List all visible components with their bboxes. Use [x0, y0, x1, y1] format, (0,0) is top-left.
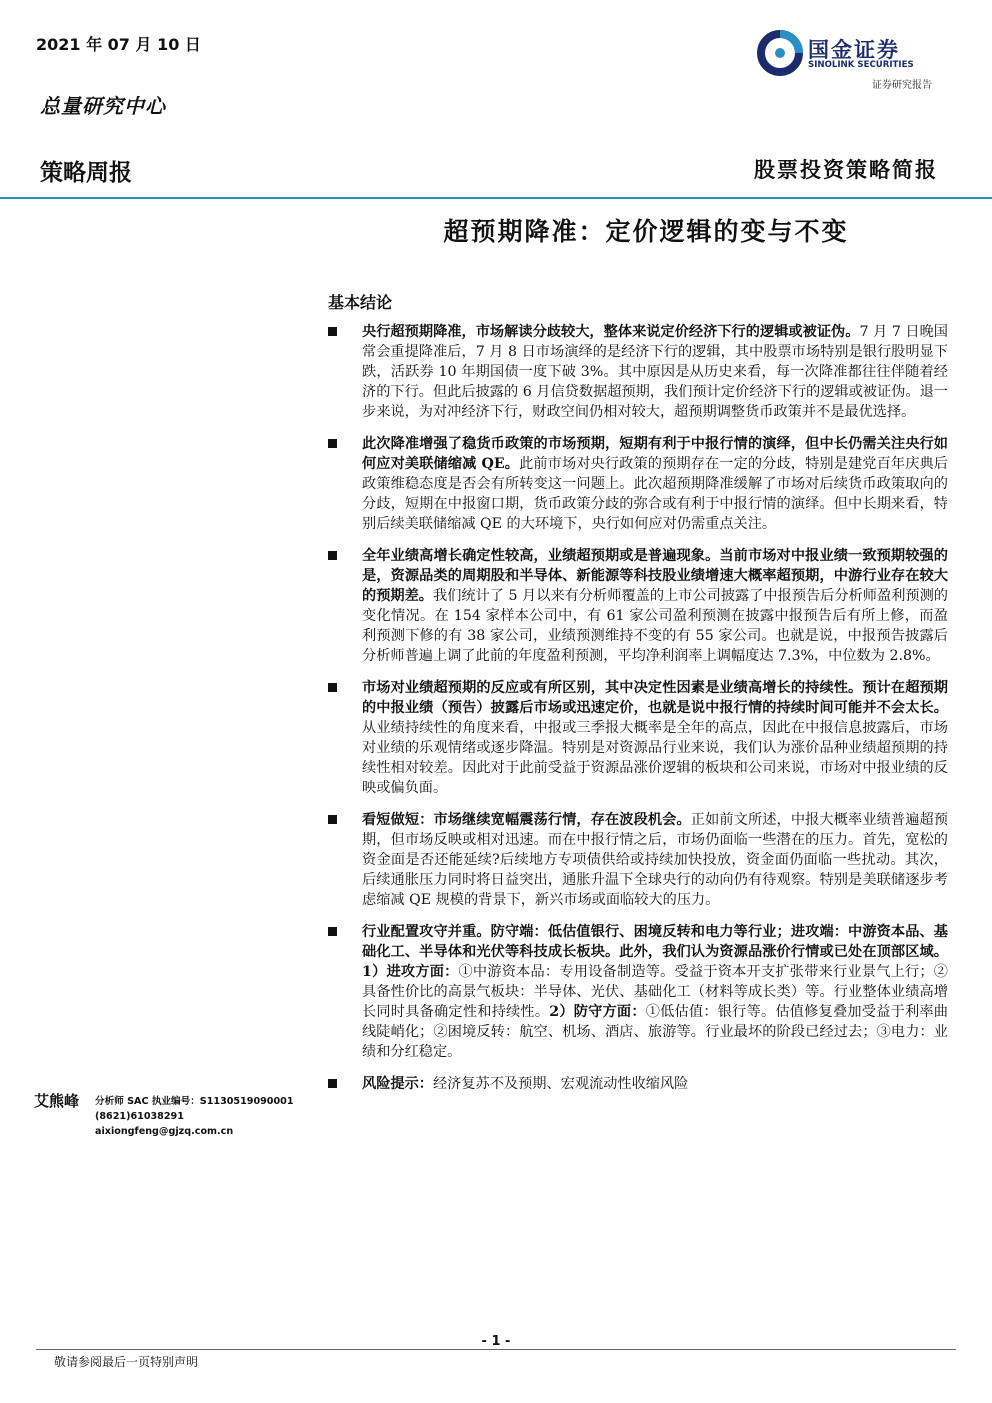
conclusion-point — [328, 322, 948, 422]
point-text: ①中游资本品：专用设备制造等。受益于资本开支扩张带来行业景气上行；②具备性价比的高景气板块：半导体、光伏、基础化工（材料等成长类）等。行业整体业绩高增长同时具备确定性和持续性。 — [362, 964, 948, 1020]
logo-english-name: SINOLINK SECURITIES — [808, 60, 914, 70]
point-emphasis: 看短做短：市场继续宽幅震荡行情，存在波段机会。 — [362, 812, 691, 828]
point-text: 7 月 7 日晚国常会重提降准后，7 月 8 日市场演绎的是经济下行的逻辑，其中股票市场特别是银行股明显下跌，活跃券 10 年期国债一度下破 3%。其中原因是从历史来看，每一次降准都往往伴随着经济的下行。但此后披露的 6 月信贷数据超预期，我们预计定价经济下行的逻辑或被证伪。退一步来说，为对冲经济下行，财政空间仍相对较大，超预期调整货币政策并不是最优选择。 — [362, 324, 948, 420]
conclusion-point — [328, 546, 948, 666]
point-emphasis: 2）防守方面： — [549, 1004, 646, 1020]
point-emphasis: 此次降准增强了稳货币政策的市场预期，短期有利于中报行情的演绎，但中长仍需关注央行如何应对美联储缩减 QE。 — [362, 436, 948, 472]
conclusion-point — [328, 1074, 948, 1094]
square-bullet-icon — [328, 1079, 337, 1088]
point-text: 从业绩持续性的角度来看，中报或三季报大概率是全年的高点，因此在中报信息披露后，市场对业绩的乐观情绪或逐步降温。特别是对资源品行业来说，我们认为涨价品种业绩超预期的持续性相对较差。因此对于此前受益于资源品涨价逻辑的板块和公司来说，市场对中报业绩的反映或偏负面。 — [362, 720, 948, 796]
conclusion-point — [328, 678, 948, 798]
point-emphasis: 行业配置攻守并重。防守端：低估值银行、困境反转和电力等行业；进攻端：中游资本品、基础化工、半导体和光伏等科技成长板块。此外，我们认为资源品涨价行情或已处在顶部区域。1）进攻方面： — [362, 924, 948, 980]
conclusion-point — [328, 434, 948, 534]
point-emphasis: 风险提示： — [362, 1076, 433, 1092]
conclusion-point — [328, 810, 948, 910]
page-number: - 1 - — [481, 1334, 511, 1349]
point-text: ①低估值：银行等。估值修复叠加受益于利率曲线陡峭化；②困境反转：航空、机场、酒店、旅游等。行业最坏的阶段已经过去；③电力：业绩和分红稳定。 — [362, 1004, 948, 1060]
point-emphasis: 市场对业绩超预期的反应或有所区别，其中决定性因素是业绩高增长的持续性。预计在超预期的中报业绩（预告）披露后市场或迅速定价，也就是说中报行情的持续时间可能并不会太长。 — [362, 680, 948, 716]
report-series: 策略周报 — [40, 160, 132, 186]
square-bullet-icon — [328, 683, 337, 692]
point-text: 此前市场对央行政策的预期存在一定的分歧，特别是建党百年庆典后政策维稳态度是否会有所转变这一问题上。此次超预期降准缓解了市场对后续货币政策取向的分歧，短期在中报窗口期，货币政策分歧的弥合或有利于中报行情的演绎。但中长期来看，特别后续美联储缩减 QE 的大环境下，央行如何应对仍需重点关注。 — [362, 456, 948, 532]
header-divider — [0, 197, 992, 199]
square-bullet-icon — [328, 551, 337, 560]
footer-divider — [36, 1349, 956, 1350]
document-type: 股票投资策略简报 — [754, 157, 938, 182]
analyst-info — [95, 1094, 294, 1139]
point-text: 我们统计了 5 月以来有分析师覆盖的上市公司披露了中报预告后分析师盈利预测的变化情况。在 154 家样本公司中，有 61 家公司盈利预测在披露中报预告后有所上修，而盈利预测下修的有 38 家公司，业绩预测维持不变的有 55 家公司。也就是说，中报预告披露后分析师普遍上调了此前的年度盈利预测，平均净利润率上调幅度达 7.3%，中位数为 2.8%。 — [362, 588, 948, 664]
square-bullet-icon — [328, 439, 337, 448]
square-bullet-icon — [328, 327, 337, 336]
analyst-role: 分析师 SAC 执业编号：S1130519090001 — [95, 1096, 294, 1107]
report-title: 超预期降准：定价逻辑的变与不变 — [443, 217, 849, 246]
conclusion-point — [328, 922, 948, 1062]
conclusion-list — [328, 322, 948, 1106]
point-emphasis: 全年业绩高增长确定性较高，业绩超预期或是普遍现象。当前市场对中报业绩一致预期较强的是，资源品类的周期股和半导体、新能源等科技股业绩增速大概率超预期，中游行业存在较大的预期差。 — [362, 548, 948, 604]
analyst-name: 艾熊峰 — [34, 1092, 80, 1110]
analyst-email[interactable]: aixiongfeng@gjzq.com.cn — [95, 1126, 234, 1137]
point-emphasis: 央行超预期降准，市场解读分歧较大，整体来说定价经济下行的逻辑或被证伪。 — [362, 324, 860, 340]
square-bullet-icon — [328, 927, 337, 936]
footer-disclaimer: 敬请参阅最后一页特别声明 — [54, 1355, 199, 1369]
logo-chinese-name: 国金证券 — [808, 38, 900, 62]
department-name: 总量研究中心 — [40, 94, 166, 118]
point-text: 正如前文所述，中报大概率业绩普遍超预期，但市场反映或相对迅速。而在中报行情之后，市场仍面临一些潜在的压力。首先，宽松的资金面是否还能延续?后续地方专项债供给或持续加快投放，资金面仍面临一些扰动。其次，后续通胀压力同时将日益突出，通胀升温下全球央行的动向仍有待观察。特别是美联储逐步考虑缩减 QE 规模的背景下，新兴市场或面临较大的压力。 — [362, 812, 948, 908]
report-date: 2021 年 07 月 10 日 — [36, 35, 201, 54]
analyst-phone: (8621)61038291 — [95, 1111, 184, 1122]
section-title: 基本结论 — [328, 293, 393, 312]
square-bullet-icon — [328, 815, 337, 824]
logo-subtitle: 证券研究报告 — [872, 80, 932, 91]
point-text: 经济复苏不及预期、宏观流动性收缩风险 — [432, 1076, 689, 1092]
